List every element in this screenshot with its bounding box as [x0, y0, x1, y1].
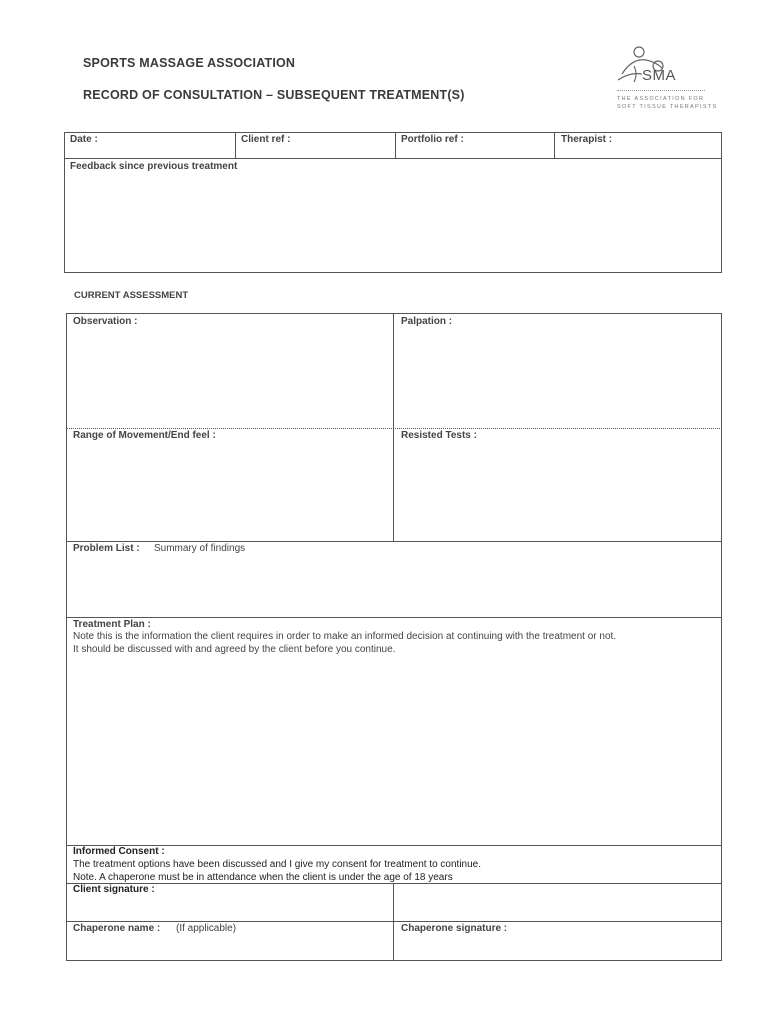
- resisted-tests-field[interactable]: Resisted Tests :: [401, 430, 477, 441]
- client-signature-field[interactable]: Client signature :: [73, 884, 155, 895]
- portfolio-ref-field[interactable]: Portfolio ref :: [401, 134, 464, 145]
- treatment-plan-note-2: It should be discussed with and agreed by the client before you continue.: [73, 644, 396, 655]
- treatment-plan-note-1: Note this is the information the client requires in order to make an informed decision at continuing with the treatment or not.: [73, 631, 617, 642]
- date-field[interactable]: Date :: [70, 134, 98, 145]
- observation-field[interactable]: Observation :: [73, 316, 138, 327]
- consent-note-2: Note. A chaperone must be in attendance when the client is under the age of 18 years: [73, 872, 453, 883]
- chaperone-signature-field[interactable]: Chaperone signature :: [401, 923, 508, 934]
- logo-divider: [617, 90, 705, 91]
- chaperone-name-note: (If applicable): [176, 923, 237, 934]
- problem-list-field[interactable]: Problem List :: [73, 543, 140, 554]
- informed-consent-label: Informed Consent :: [73, 846, 165, 857]
- treatment-plan-field[interactable]: Treatment Plan :: [73, 619, 151, 630]
- palpation-field[interactable]: Palpation :: [401, 316, 453, 327]
- range-of-movement-field[interactable]: Range of Movement/End feel :: [73, 430, 216, 441]
- top-table-divider: [64, 158, 722, 159]
- top-table: [64, 132, 722, 273]
- logo-abbr: SMA: [642, 67, 677, 84]
- association-title: SPORTS MASSAGE ASSOCIATION: [83, 56, 296, 70]
- therapist-field[interactable]: Therapist :: [561, 134, 613, 145]
- client-ref-field[interactable]: Client ref :: [241, 134, 291, 145]
- logo-tagline-1: THE ASSOCIATION FOR: [617, 96, 705, 102]
- feedback-field[interactable]: Feedback since previous treatment: [70, 161, 238, 172]
- chaperone-name-field[interactable]: Chaperone name :: [73, 923, 161, 934]
- problem-list-note: Summary of findings: [154, 543, 246, 554]
- logo-tagline-2: SOFT TISSUE THERAPISTS: [617, 104, 718, 110]
- current-assessment-heading: CURRENT ASSESSMENT: [74, 290, 189, 301]
- form-title: RECORD OF CONSULTATION – SUBSEQUENT TREATMENT(S): [83, 88, 465, 102]
- consent-note-1: The treatment options have been discussed and I give my consent for treatment to continue.: [73, 859, 482, 870]
